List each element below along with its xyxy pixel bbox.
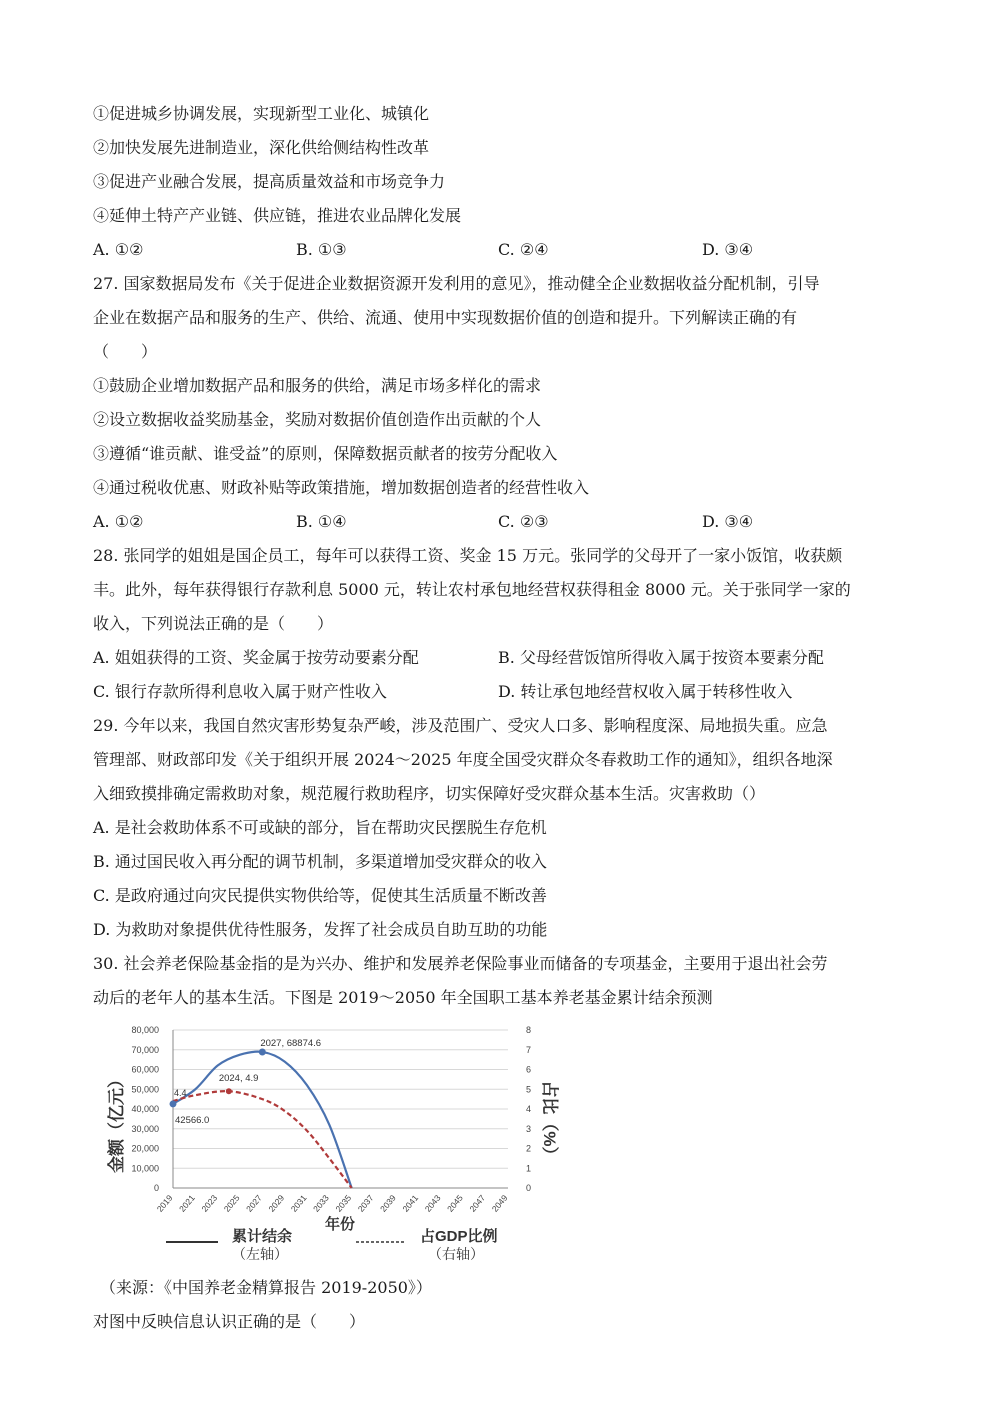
q27-item-2: ②设立数据收益奖励基金，奖励对数据价值创造作出贡献的个人 [93,410,542,429]
x-tick-label: 2043 [422,1192,443,1214]
q28-option-a: A. 姐姐获得的工资、奖金属于按劳动要素分配 [93,648,419,667]
q26-option-d: D. ③④ [702,240,754,259]
y-right-tick-label: 2 [526,1143,532,1154]
q27-item-4: ④通过税收优惠、财政补贴等政策措施，增加数据创造者的经营性收入 [93,478,590,497]
x-tick-label: 2033 [311,1192,331,1214]
q29-stem-line-3: 入细致摸排确定需救助对象，规范履行救助程序，切实保障好受灾群众基本生活。灾害救助（） [93,784,766,803]
series-line-gdp-share [173,1091,352,1188]
x-tick-label: 2049 [489,1192,510,1214]
y-left-tick-label: 70,000 [131,1044,159,1055]
q30-stem-line-2: 动后的老年人的基本生活。下图是 2019～2050 年全国职工基本养老基金累计结余预测 [93,988,713,1007]
q27-option-a: A. ①② [93,512,144,531]
legend-label-1: 累计结余 [232,1228,293,1245]
y-right-tick-label: 4 [526,1104,532,1114]
q30-stem-line-1: 30. 社会养老保险基金指的是为兴办、维护和发展养老保险事业而储备的专项基金，主要用于退出社会劳 [93,954,828,973]
y-right-tick-label: 1 [526,1163,532,1174]
annotation-peak-balance: 2027, 68874.6 [260,1037,322,1049]
q29-stem-line-2: 管理部、财政部印发《关于组织开展 2024～2025 年度全国受灾群众冬春救助工作的通知》，组织各地深 [93,750,833,769]
legend-note-1: （左轴） [232,1246,288,1262]
y-right-tick-label: 6 [526,1064,532,1075]
y-left-tick-label: 20,000 [131,1143,159,1154]
y-axis-label-left: 金额（亿元） [107,1071,126,1173]
data-point-2024-peak [226,1088,232,1094]
x-tick-label: 2025 [221,1192,242,1214]
q30-question: 对图中反映信息认识正确的是（ ） [93,1312,366,1331]
x-tick-label: 2035 [333,1192,354,1214]
chart-source: （来源：《中国养老金精算报告 2019-2050》） [100,1278,432,1297]
q28-option-d: D. 转让承包地经营权收入属于转移性收入 [498,682,793,701]
x-tick-label: 2045 [445,1192,465,1214]
q26-option-a: A. ①② [93,240,144,259]
x-tick-label: 2029 [266,1192,287,1214]
q27-option-c: C. ②③ [498,512,549,531]
q26-item-4: ④延伸土特产产业链、供应链，推进农业品牌化发展 [93,206,462,225]
x-axis-label: 年份 [324,1216,356,1233]
annotation-start-gdp: 4.4 [174,1088,187,1099]
y-left-tick-label: 80,000 [131,1025,159,1035]
q26-item-3: ③促进产业融合发展，提高质量效益和市场竞争力 [93,172,446,191]
q27-option-d: D. ③④ [702,512,754,531]
y-right-tick-label: 8 [526,1025,532,1035]
x-tick-label: 2021 [177,1192,197,1214]
q29-option-d: D. 为救助对象提供优待性服务，发挥了社会成员自助互助的功能 [93,920,548,939]
y-left-tick-label: 60,000 [131,1064,159,1075]
x-tick-label: 2023 [199,1192,220,1214]
x-tick-label: 2047 [467,1192,488,1214]
data-point-2027-peak [259,1048,266,1055]
y-left-tick-label: 10,000 [131,1163,159,1174]
legend-note-2: （右轴） [428,1246,484,1262]
q27-stem-line-3: （ ） [93,342,158,361]
q26-option-c: C. ②④ [498,240,549,259]
q27-stem-line-2: 企业在数据产品和服务的生产、供给、流通、使用中实现数据价值的创造和提升。下列解读正确的有 [93,308,798,327]
q26-item-2: ②加快发展先进制造业，深化供给侧结构性改革 [93,138,430,157]
q28-option-c: C. 银行存款所得利息收入属于财产性收入 [93,682,387,701]
chart-gridlines [173,1030,508,1188]
x-tick-label: 2031 [288,1192,309,1214]
data-point-2019-balance [170,1100,177,1107]
y-right-tick-label: 3 [526,1123,532,1134]
y-left-tick-label: 0 [153,1183,159,1193]
annotation-start-balance: 42566.0 [175,1114,210,1126]
q27-item-1: ①鼓励企业增加数据产品和服务的供给，满足市场多样化的需求 [93,376,542,395]
y-left-tick-label: 40,000 [131,1104,159,1114]
q29-option-c: C. 是政府通过向灾民提供实物供给等，促使其生活质量不断改善 [93,886,547,905]
q29-option-a: A. 是社会救助体系不可或缺的部分，旨在帮助灾民摆脱生存危机 [93,818,547,837]
y-left-tick-label: 30,000 [131,1123,159,1134]
x-tick-label: 2019 [154,1192,175,1214]
q28-stem-line-3: 收入，下列说法正确的是（ ） [93,614,334,633]
x-tick-label: 2041 [400,1192,421,1214]
y-right-tick-label: 7 [526,1044,532,1055]
y-right-tick-label: 5 [526,1084,532,1095]
q28-stem-line-1: 28. 张同学的姐姐是国企员工，每年可以获得工资、奖金 15 万元。张同学的父母开了一家小饭馆，收获颇 [93,546,843,565]
y-left-tick-label: 50,000 [131,1084,159,1095]
q27-option-b: B. ①④ [296,512,347,531]
x-tick-label: 2039 [378,1192,398,1214]
q26-option-b: B. ①③ [296,240,347,259]
q28-option-b: B. 父母经营饭馆所得收入属于按资本要素分配 [498,648,824,667]
q28-stem-line-2: 丰。此外，每年获得银行存款利息 5000 元，转让农村承包地经营权获得租金 8000 元。关于张同学一家的 [93,580,851,599]
legend-label-2: 占GDP比例 [420,1228,498,1245]
x-tick-label: 2037 [355,1192,376,1214]
pension-fund-chart [100,1018,559,1268]
q27-item-3: ③遵循“谁贡献、谁受益”的原则，保障数据贡献者的按劳分配收入 [93,444,558,463]
y-right-tick-label: 0 [526,1183,532,1193]
q26-item-1: ①促进城乡协调发展，实现新型工业化、城镇化 [93,104,430,123]
q29-stem-line-1: 29. 今年以来，我国自然灾害形势复杂严峻，涉及范围广、受灾人口多、影响程度深、局地损失重。应急 [93,716,828,735]
x-tick-label: 2027 [244,1192,264,1214]
q29-option-b: B. 通过国民收入再分配的调节机制，多渠道增加受灾群众的收入 [93,852,547,871]
y-axis-label-right: 占比（%） [540,1080,559,1164]
q27-stem-line-1: 27. 国家数据局发布《关于促进企业数据资源开发利用的意见》，推动健全企业数据收益分配机制，引导 [93,274,820,293]
annotation-peak-gdp: 2024, 4.9 [218,1073,259,1085]
